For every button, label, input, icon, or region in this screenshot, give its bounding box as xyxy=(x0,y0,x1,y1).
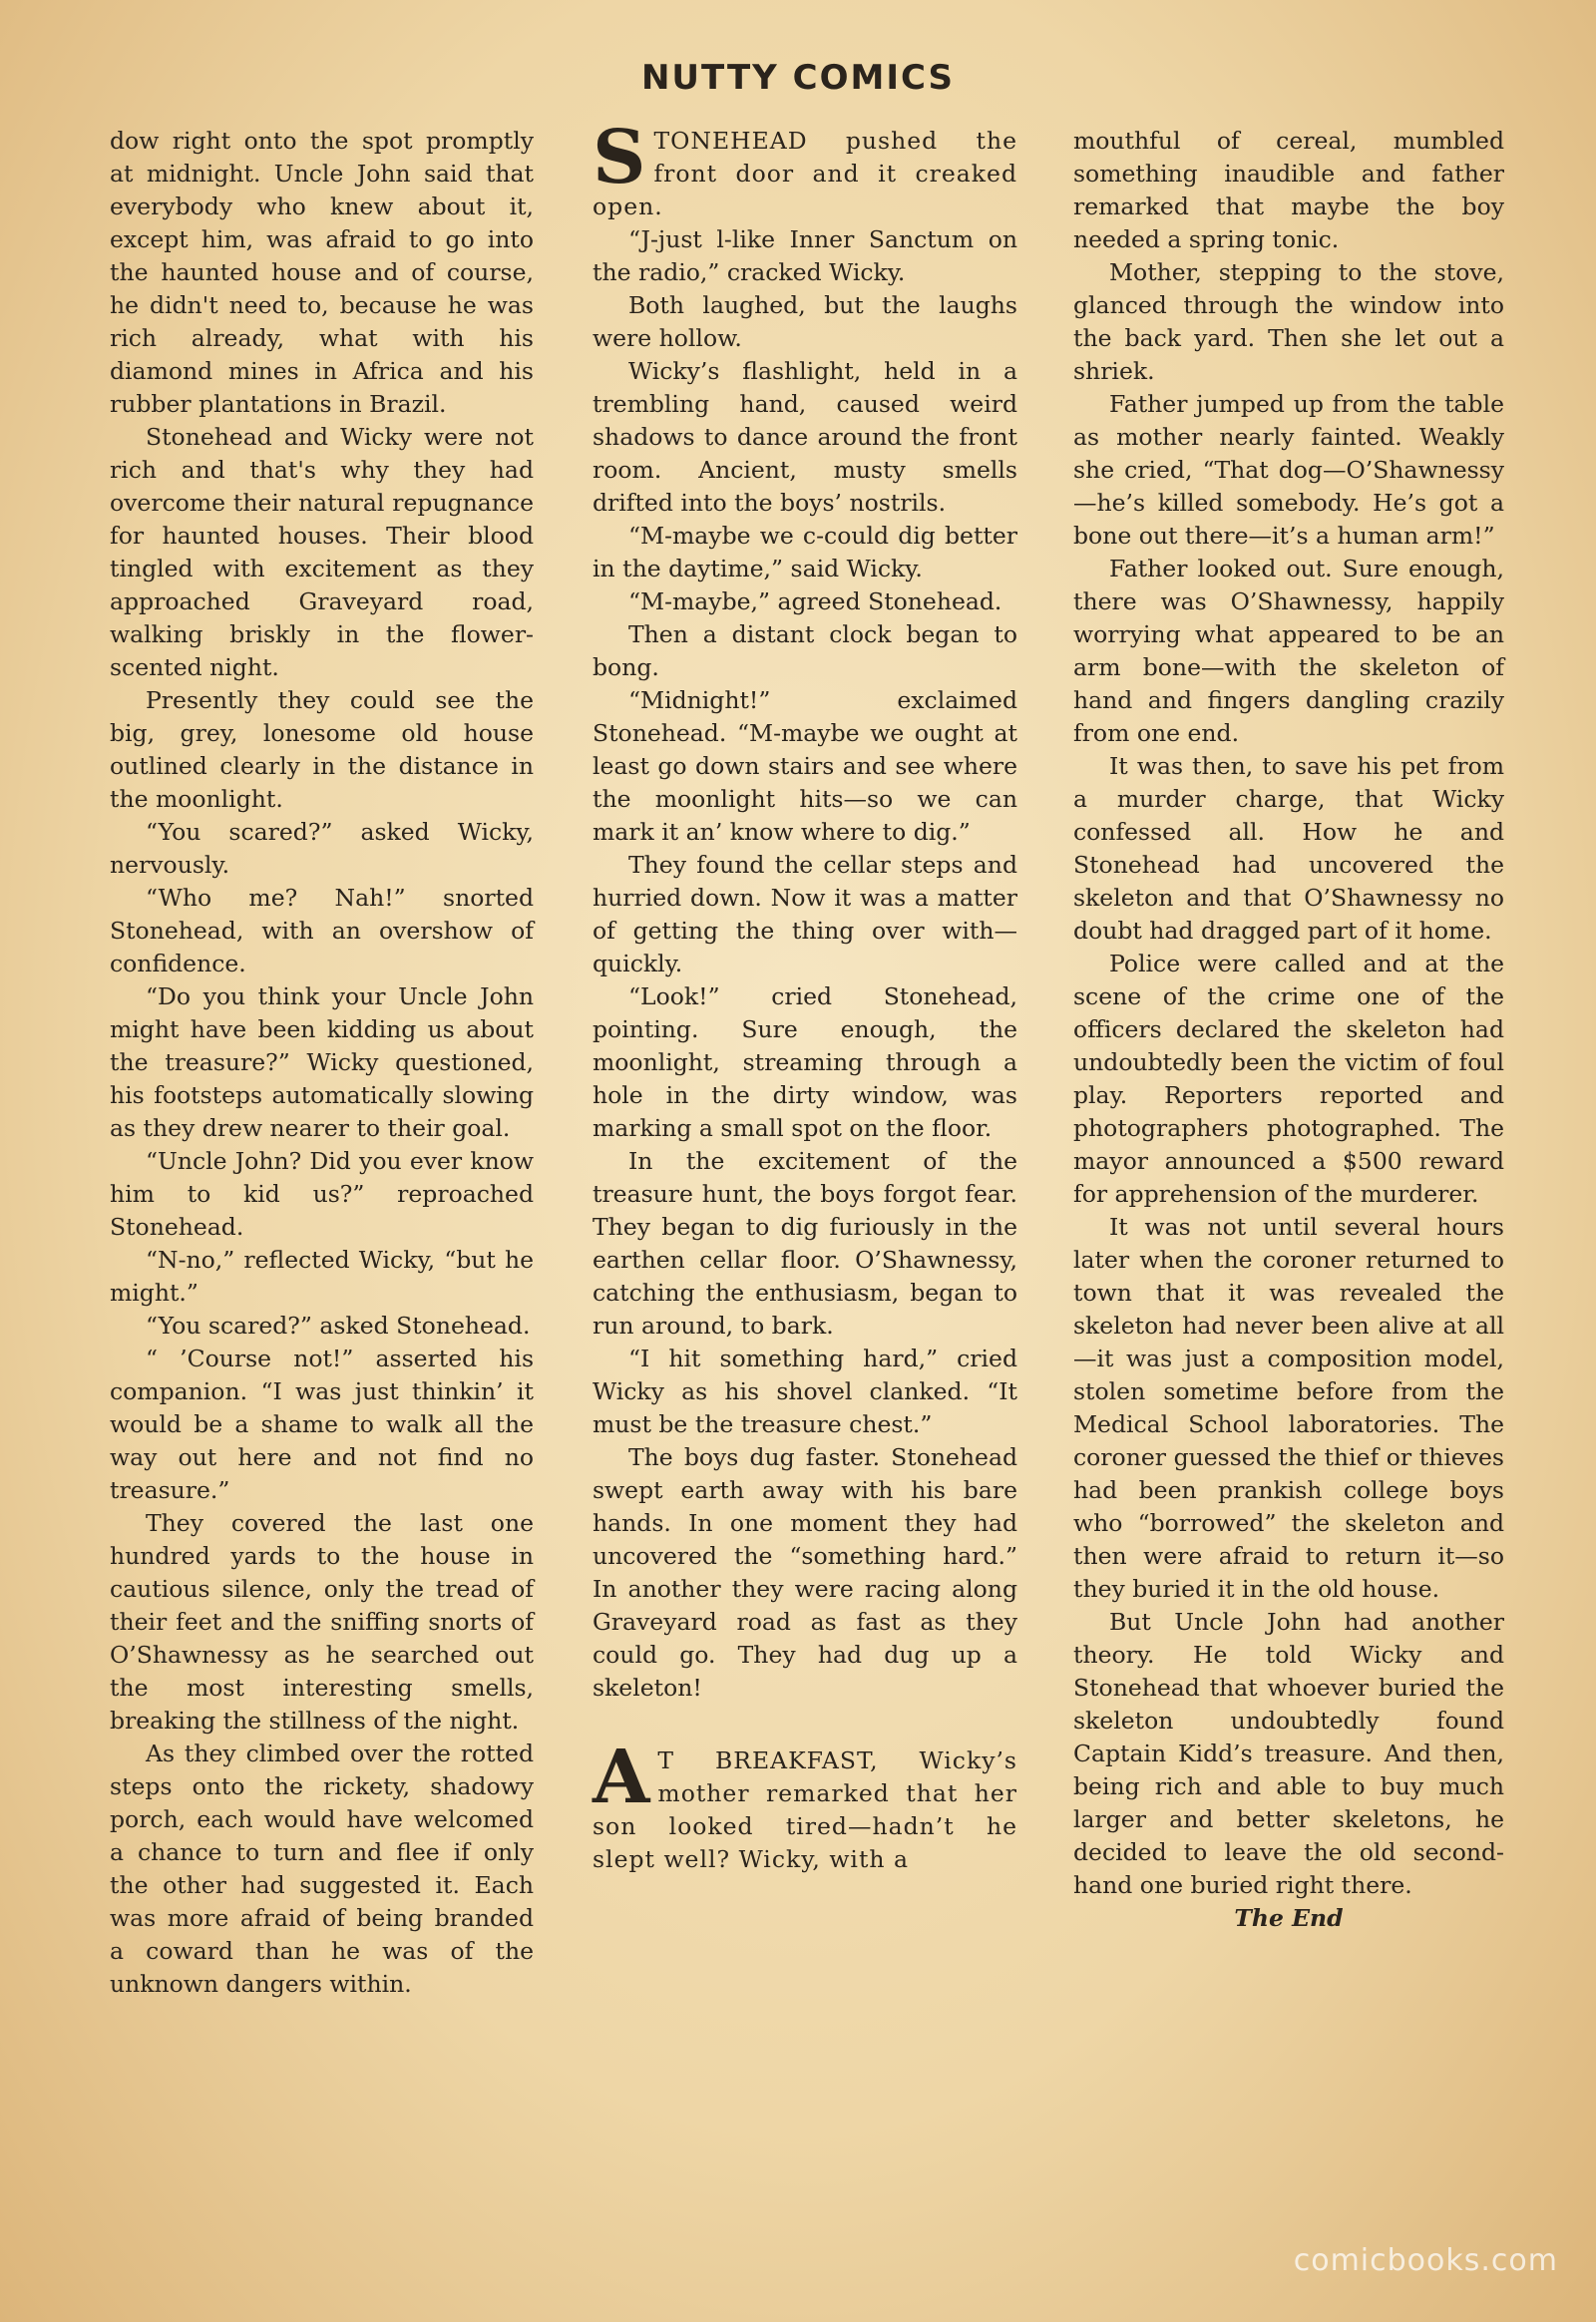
text-column-2 xyxy=(593,115,1017,1876)
opening-text: T BREAKFAST, Wicky’s mother remarked that her son looked tired—hadn’t he slept well? Wicky, with a xyxy=(593,1746,1017,1873)
watermark: comicbooks.com xyxy=(1293,2243,1558,2278)
drop-cap: A xyxy=(593,1735,650,1820)
story-paragraph: Then a distant clock began to bong. xyxy=(593,620,1017,681)
story-paragraph: But Uncle John had another theory. He told Wicky and Stonehead that whoever buried the skeleton undoubtedly found Captain Kidd’s treasure. And then, being rich and able to buy much larger and better skeletons, he decided to leave the old second-hand one buried right there. xyxy=(1073,1608,1504,1899)
section-opening-paragraph xyxy=(593,115,1017,223)
text-column-1 xyxy=(110,125,534,2001)
opening-text: TONEHEAD pushed the front door and it creaked open. xyxy=(593,127,1017,220)
story-paragraph: “M-maybe,” agreed Stonehead. xyxy=(628,587,1002,615)
story-paragraph: They found the cellar steps and hurried down. Now it was a matter of getting the thing over with—quickly. xyxy=(593,851,1017,977)
the-end-label: The End xyxy=(1234,1904,1344,1932)
story-paragraph: As they climbed over the rotted steps onto the rickety, shadowy porch, each would have welcomed a chance to turn and flee if only the other had suggested it. Each was more afraid of being branded a coward than he was of the unknown dangers within. xyxy=(110,1740,534,1998)
story-paragraph: The boys dug faster. Stonehead swept earth away with his bare hands. In one moment they had uncovered the “something hard.” In another they were racing along Graveyard road as fast as they could go. They had dug up a skeleton! xyxy=(593,1443,1017,1702)
story-paragraph: It was then, to save his pet from a murder charge, that Wicky confessed all. How he and Stonehead had uncovered the skeleton and that O’Shawnessy no doubt had dragged part of it home. xyxy=(1073,752,1504,945)
story-paragraph: Father looked out. Sure enough, there was O’Shawnessy, happily worrying what appeared to be an arm bone—with the skeleton of hand and fingers dangling crazily from one end. xyxy=(1073,555,1504,747)
story-paragraph: “You scared?” asked Stonehead. xyxy=(146,1312,531,1340)
story-paragraph: mouthful of cereal, mumbled something inaudible and father remarked that maybe the boy needed a spring tonic. xyxy=(1073,127,1504,253)
story-paragraph: dow right onto the spot promptly at midnight. Uncle John said that everybody who knew about it, except him, was afraid to go into the haunted house and of course, he didn't need to, because he was rich already, what with his diamond mines in Africa and his rubber plantations in Brazil. xyxy=(110,127,534,418)
story-paragraph: They covered the last one hundred yards to the house in cautious silence, only the tread of their feet and the sniffing snorts of O’Shawnessy as he searched out the most interesting smells, breaking the stillness of the night. xyxy=(110,1509,534,1735)
section-divider xyxy=(593,1705,1017,1744)
story-paragraph: “Midnight!” exclaimed Stonehead. “M-maybe we ought at least go down stairs and see where the moonlight hits—so we can mark it an’ know where to dig.” xyxy=(593,686,1017,846)
story-paragraph: It was not until several hours later when the coroner returned to town that it was revealed the skeleton had never been alive at all—it was just a composition model, stolen sometime before from the Medical School laboratories. The coroner guessed the thief or thieves had been prankish college boys who “borrowed” the skeleton and then were afraid to return it—so they buried it in the old house. xyxy=(1073,1213,1504,1603)
story-paragraph: “Do you think your Uncle John might have been kidding us about the treasure?” Wicky questioned, his footsteps automatically slowing as they drew nearer to their goal. xyxy=(110,982,534,1142)
story-paragraph: Presently they could see the big, grey, lonesome old house outlined clearly in the distance in the moonlight. xyxy=(110,686,534,813)
story-paragraph: “Uncle John? Did you ever know him to kid us?” reproached Stonehead. xyxy=(110,1147,534,1241)
story-paragraph: Both laughed, but the laughs were hollow. xyxy=(593,291,1017,352)
story-paragraph: “J-just l-like Inner Sanctum on the radio,” cracked Wicky. xyxy=(593,225,1017,286)
story-paragraph: “ ’Course not!” asserted his companion. “I was just thinkin’ it would be a shame to walk all the way out here and not find no treasure.” xyxy=(110,1345,534,1504)
text-column-3 xyxy=(1073,125,1504,1935)
story-paragraph: Father jumped up from the table as mother nearly fainted. Weakly she cried, “That dog—O’Shawnessy—he’s killed somebody. He’s got a bone out there—it’s a human arm!” xyxy=(1073,390,1504,550)
story-paragraph: Stonehead and Wicky were not rich and that's why they had overcome their natural repugnance for haunted houses. Their blood tingled with excitement as they approached Graveyard road, walking briskly in the flower-scented night. xyxy=(110,423,534,681)
drop-cap: S xyxy=(593,115,646,200)
story-paragraph: In the excitement of the treasure hunt, the boys forgot fear. They began to dig furiously in the earthen cellar floor. O’Shawnessy, catching the enthusiasm, began to run around, to bark. xyxy=(593,1147,1017,1340)
story-paragraph: Wicky’s flashlight, held in a trembling hand, caused weird shadows to dance around the front room. Ancient, musty smells drifted into the boys’ nostrils. xyxy=(593,357,1017,517)
story-paragraph: Police were called and at the scene of the crime one of the officers declared the skeleton had undoubtedly been the victim of foul play. Reporters reported and photographers photographed. The mayor announced a $500 reward for apprehension of the murderer. xyxy=(1073,950,1504,1208)
story-paragraph: “You scared?” asked Wicky, nervously. xyxy=(110,818,534,879)
section-opening-paragraph xyxy=(593,1735,1017,1876)
story-paragraph: “Who me? Nah!” snorted Stonehead, with an overshow of confidence. xyxy=(110,884,534,977)
story-paragraph: “M-maybe we c-could dig better in the daytime,” said Wicky. xyxy=(593,522,1017,582)
story-paragraph: “I hit something hard,” cried Wicky as his shovel clanked. “It must be the treasure chest.” xyxy=(593,1345,1017,1438)
page-title: NUTTY COMICS xyxy=(640,58,956,98)
story-paragraph: “N-no,” reflected Wicky, “but he might.” xyxy=(110,1246,534,1307)
story-paragraph: “Look!” cried Stonehead, pointing. Sure enough, the moonlight, streaming through a hole in the dirty window, was marking a small spot on the floor. xyxy=(593,982,1017,1142)
story-paragraph: Mother, stepping to the stove, glanced through the window into the back yard. Then she let out a shriek. xyxy=(1073,258,1504,385)
